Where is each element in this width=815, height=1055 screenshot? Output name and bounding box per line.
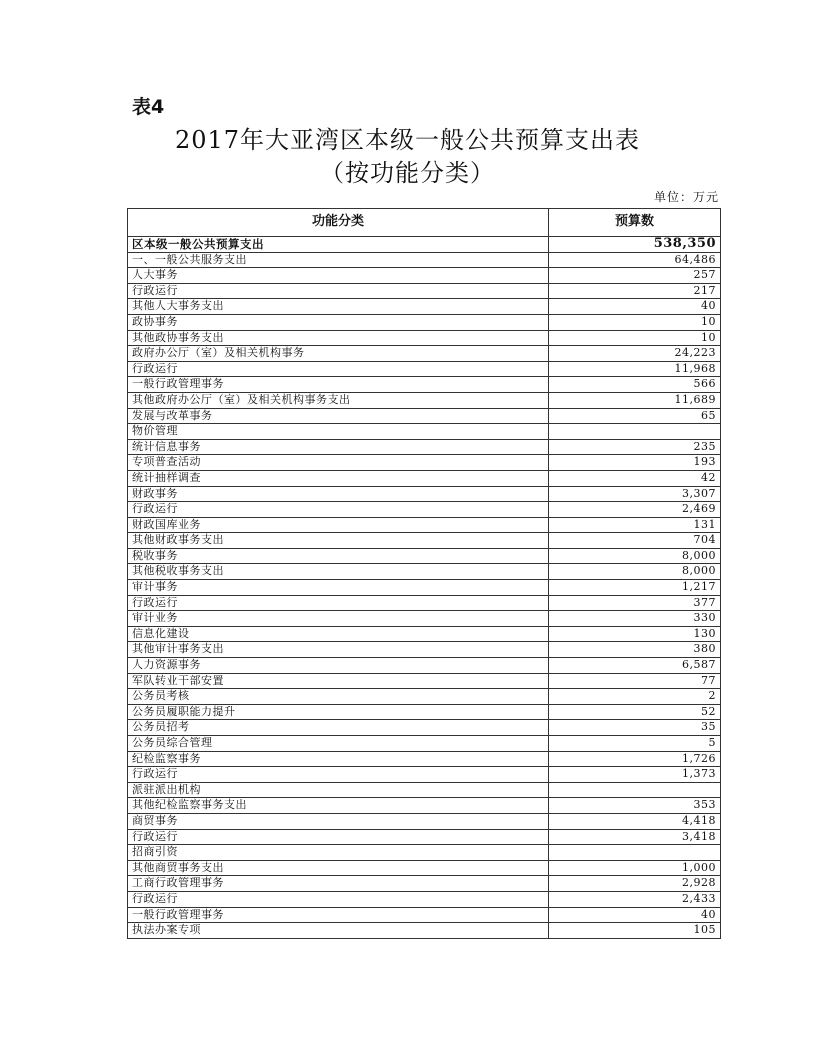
category-cell: 专项普查活动 xyxy=(128,455,549,471)
page-subtitle: （按功能分类） xyxy=(320,159,495,187)
budget-value-cell: 11,968 xyxy=(549,361,721,377)
budget-value-cell: 8,000 xyxy=(549,564,721,580)
budget-value-cell: 11,689 xyxy=(549,392,721,408)
category-cell: 审计业务 xyxy=(128,611,549,627)
budget-value-cell: 566 xyxy=(549,377,721,393)
category-cell: 财政事务 xyxy=(128,486,549,502)
table-row xyxy=(128,813,721,829)
category-cell: 行政运行 xyxy=(128,361,549,377)
table-row xyxy=(128,486,721,502)
budget-value-cell: 24,223 xyxy=(549,346,721,362)
table-row xyxy=(128,392,721,408)
table-row xyxy=(128,408,721,424)
table-row xyxy=(128,517,721,533)
category-cell: 一般行政管理事务 xyxy=(128,377,549,393)
budget-value-cell: 105 xyxy=(549,923,721,939)
category-cell: 行政运行 xyxy=(128,891,549,907)
header-budget: 预算数 xyxy=(549,209,721,237)
category-cell: 其他审计事务支出 xyxy=(128,642,549,658)
category-cell: 物价管理 xyxy=(128,424,549,440)
category-cell: 纪检监察事务 xyxy=(128,751,549,767)
budget-value-cell: 131 xyxy=(549,517,721,533)
table-row xyxy=(128,798,721,814)
table-row xyxy=(128,626,721,642)
category-cell: 商贸事务 xyxy=(128,813,549,829)
budget-value-cell: 4,418 xyxy=(549,813,721,829)
table-row xyxy=(128,876,721,892)
budget-value-cell: 377 xyxy=(549,595,721,611)
table-row xyxy=(128,891,721,907)
category-cell: 人力资源事务 xyxy=(128,658,549,674)
category-cell: 公务员考核 xyxy=(128,689,549,705)
budget-value-cell: 3,307 xyxy=(549,486,721,502)
table-row xyxy=(128,268,721,284)
budget-value-cell: 40 xyxy=(549,299,721,315)
table-row xyxy=(128,533,721,549)
table-row xyxy=(128,689,721,705)
budget-value-cell: 77 xyxy=(549,673,721,689)
table-row xyxy=(128,564,721,580)
budget-value-cell xyxy=(549,424,721,440)
category-cell: 行政运行 xyxy=(128,767,549,783)
table-row xyxy=(128,580,721,596)
unit-label: 单位：万元 xyxy=(653,190,719,204)
budget-value-cell: 130 xyxy=(549,626,721,642)
budget-value-cell: 6,587 xyxy=(549,658,721,674)
budget-value-cell: 10 xyxy=(549,330,721,346)
category-cell: 审计事务 xyxy=(128,580,549,596)
budget-value-cell: 2,433 xyxy=(549,891,721,907)
category-cell: 其他纪检监察事务支出 xyxy=(128,798,549,814)
table-row xyxy=(128,283,721,299)
table-row xyxy=(128,595,721,611)
budget-value-cell: 217 xyxy=(549,283,721,299)
table-row xyxy=(128,439,721,455)
category-cell: 政协事务 xyxy=(128,314,549,330)
table-row xyxy=(128,502,721,518)
category-cell: 税收事务 xyxy=(128,548,549,564)
table-row xyxy=(128,252,721,268)
budget-value-cell xyxy=(549,782,721,798)
table-row xyxy=(128,907,721,923)
budget-value-cell: 330 xyxy=(549,611,721,627)
category-cell: 其他税收事务支出 xyxy=(128,564,549,580)
header-category: 功能分类 xyxy=(128,209,549,237)
table-row xyxy=(128,845,721,861)
category-cell: 发展与改革事务 xyxy=(128,408,549,424)
category-cell: 军队转业干部安置 xyxy=(128,673,549,689)
category-cell: 公务员履职能力提升 xyxy=(128,704,549,720)
budget-table xyxy=(127,208,721,939)
budget-value-cell: 1,217 xyxy=(549,580,721,596)
category-cell: 派驻派出机构 xyxy=(128,782,549,798)
table-row xyxy=(128,455,721,471)
table-number: 表4 xyxy=(132,96,165,118)
budget-value-cell: 5 xyxy=(549,736,721,752)
budget-value-cell: 65 xyxy=(549,408,721,424)
category-cell: 统计抽样调查 xyxy=(128,470,549,486)
budget-value-cell: 257 xyxy=(549,268,721,284)
category-cell: 其他人大事务支出 xyxy=(128,299,549,315)
budget-value-cell xyxy=(549,845,721,861)
budget-value-cell: 42 xyxy=(549,470,721,486)
budget-value-cell: 380 xyxy=(549,642,721,658)
category-cell: 人大事务 xyxy=(128,268,549,284)
table-row xyxy=(128,767,721,783)
budget-value-cell: 538,350 xyxy=(549,237,721,253)
table-row xyxy=(128,704,721,720)
budget-value-cell: 64,486 xyxy=(549,252,721,268)
category-cell: 公务员招考 xyxy=(128,720,549,736)
category-cell: 行政运行 xyxy=(128,829,549,845)
table-row xyxy=(128,330,721,346)
table-row xyxy=(128,860,721,876)
category-cell: 一、一般公共服务支出 xyxy=(128,252,549,268)
budget-value-cell: 3,418 xyxy=(549,829,721,845)
budget-value-cell: 2,928 xyxy=(549,876,721,892)
budget-value-cell: 235 xyxy=(549,439,721,455)
category-cell: 政府办公厅（室）及相关机构事务 xyxy=(128,346,549,362)
table-row xyxy=(128,299,721,315)
table-row xyxy=(128,673,721,689)
budget-value-cell: 193 xyxy=(549,455,721,471)
category-cell: 区本级一般公共预算支出 xyxy=(128,237,549,253)
table-row xyxy=(128,377,721,393)
budget-value-cell: 2 xyxy=(549,689,721,705)
budget-value-cell: 40 xyxy=(549,907,721,923)
budget-value-cell: 1,726 xyxy=(549,751,721,767)
category-cell: 工商行政管理事务 xyxy=(128,876,549,892)
budget-value-cell: 2,469 xyxy=(549,502,721,518)
table-row xyxy=(128,611,721,627)
table-row xyxy=(128,720,721,736)
budget-value-cell: 1,373 xyxy=(549,767,721,783)
budget-value-cell: 1,000 xyxy=(549,860,721,876)
category-cell: 执法办案专项 xyxy=(128,923,549,939)
category-cell: 行政运行 xyxy=(128,283,549,299)
table-row xyxy=(128,642,721,658)
total-row xyxy=(128,237,721,253)
table-row xyxy=(128,923,721,939)
category-cell: 其他政府办公厅（室）及相关机构事务支出 xyxy=(128,392,549,408)
category-cell: 公务员综合管理 xyxy=(128,736,549,752)
table-body xyxy=(128,237,721,939)
page-title: 2017年大亚湾区本级一般公共预算支出表 xyxy=(174,126,641,154)
table-row xyxy=(128,548,721,564)
category-cell: 其他政协事务支出 xyxy=(128,330,549,346)
category-cell: 其他财政事务支出 xyxy=(128,533,549,549)
table-row xyxy=(128,736,721,752)
category-cell: 招商引资 xyxy=(128,845,549,861)
budget-value-cell: 353 xyxy=(549,798,721,814)
budget-value-cell: 10 xyxy=(549,314,721,330)
table-row xyxy=(128,658,721,674)
category-cell: 一般行政管理事务 xyxy=(128,907,549,923)
budget-value-cell: 52 xyxy=(549,704,721,720)
category-cell: 财政国库业务 xyxy=(128,517,549,533)
table-header-row xyxy=(128,209,721,237)
category-cell: 统计信息事务 xyxy=(128,439,549,455)
table-row xyxy=(128,782,721,798)
category-cell: 信息化建设 xyxy=(128,626,549,642)
table-row xyxy=(128,829,721,845)
table-row xyxy=(128,470,721,486)
budget-value-cell: 8,000 xyxy=(549,548,721,564)
budget-value-cell: 35 xyxy=(549,720,721,736)
budget-value-cell: 704 xyxy=(549,533,721,549)
category-cell: 行政运行 xyxy=(128,502,549,518)
table-row xyxy=(128,314,721,330)
category-cell: 行政运行 xyxy=(128,595,549,611)
category-cell: 其他商贸事务支出 xyxy=(128,860,549,876)
table-row xyxy=(128,751,721,767)
table-row xyxy=(128,346,721,362)
table-row xyxy=(128,424,721,440)
table-row xyxy=(128,361,721,377)
